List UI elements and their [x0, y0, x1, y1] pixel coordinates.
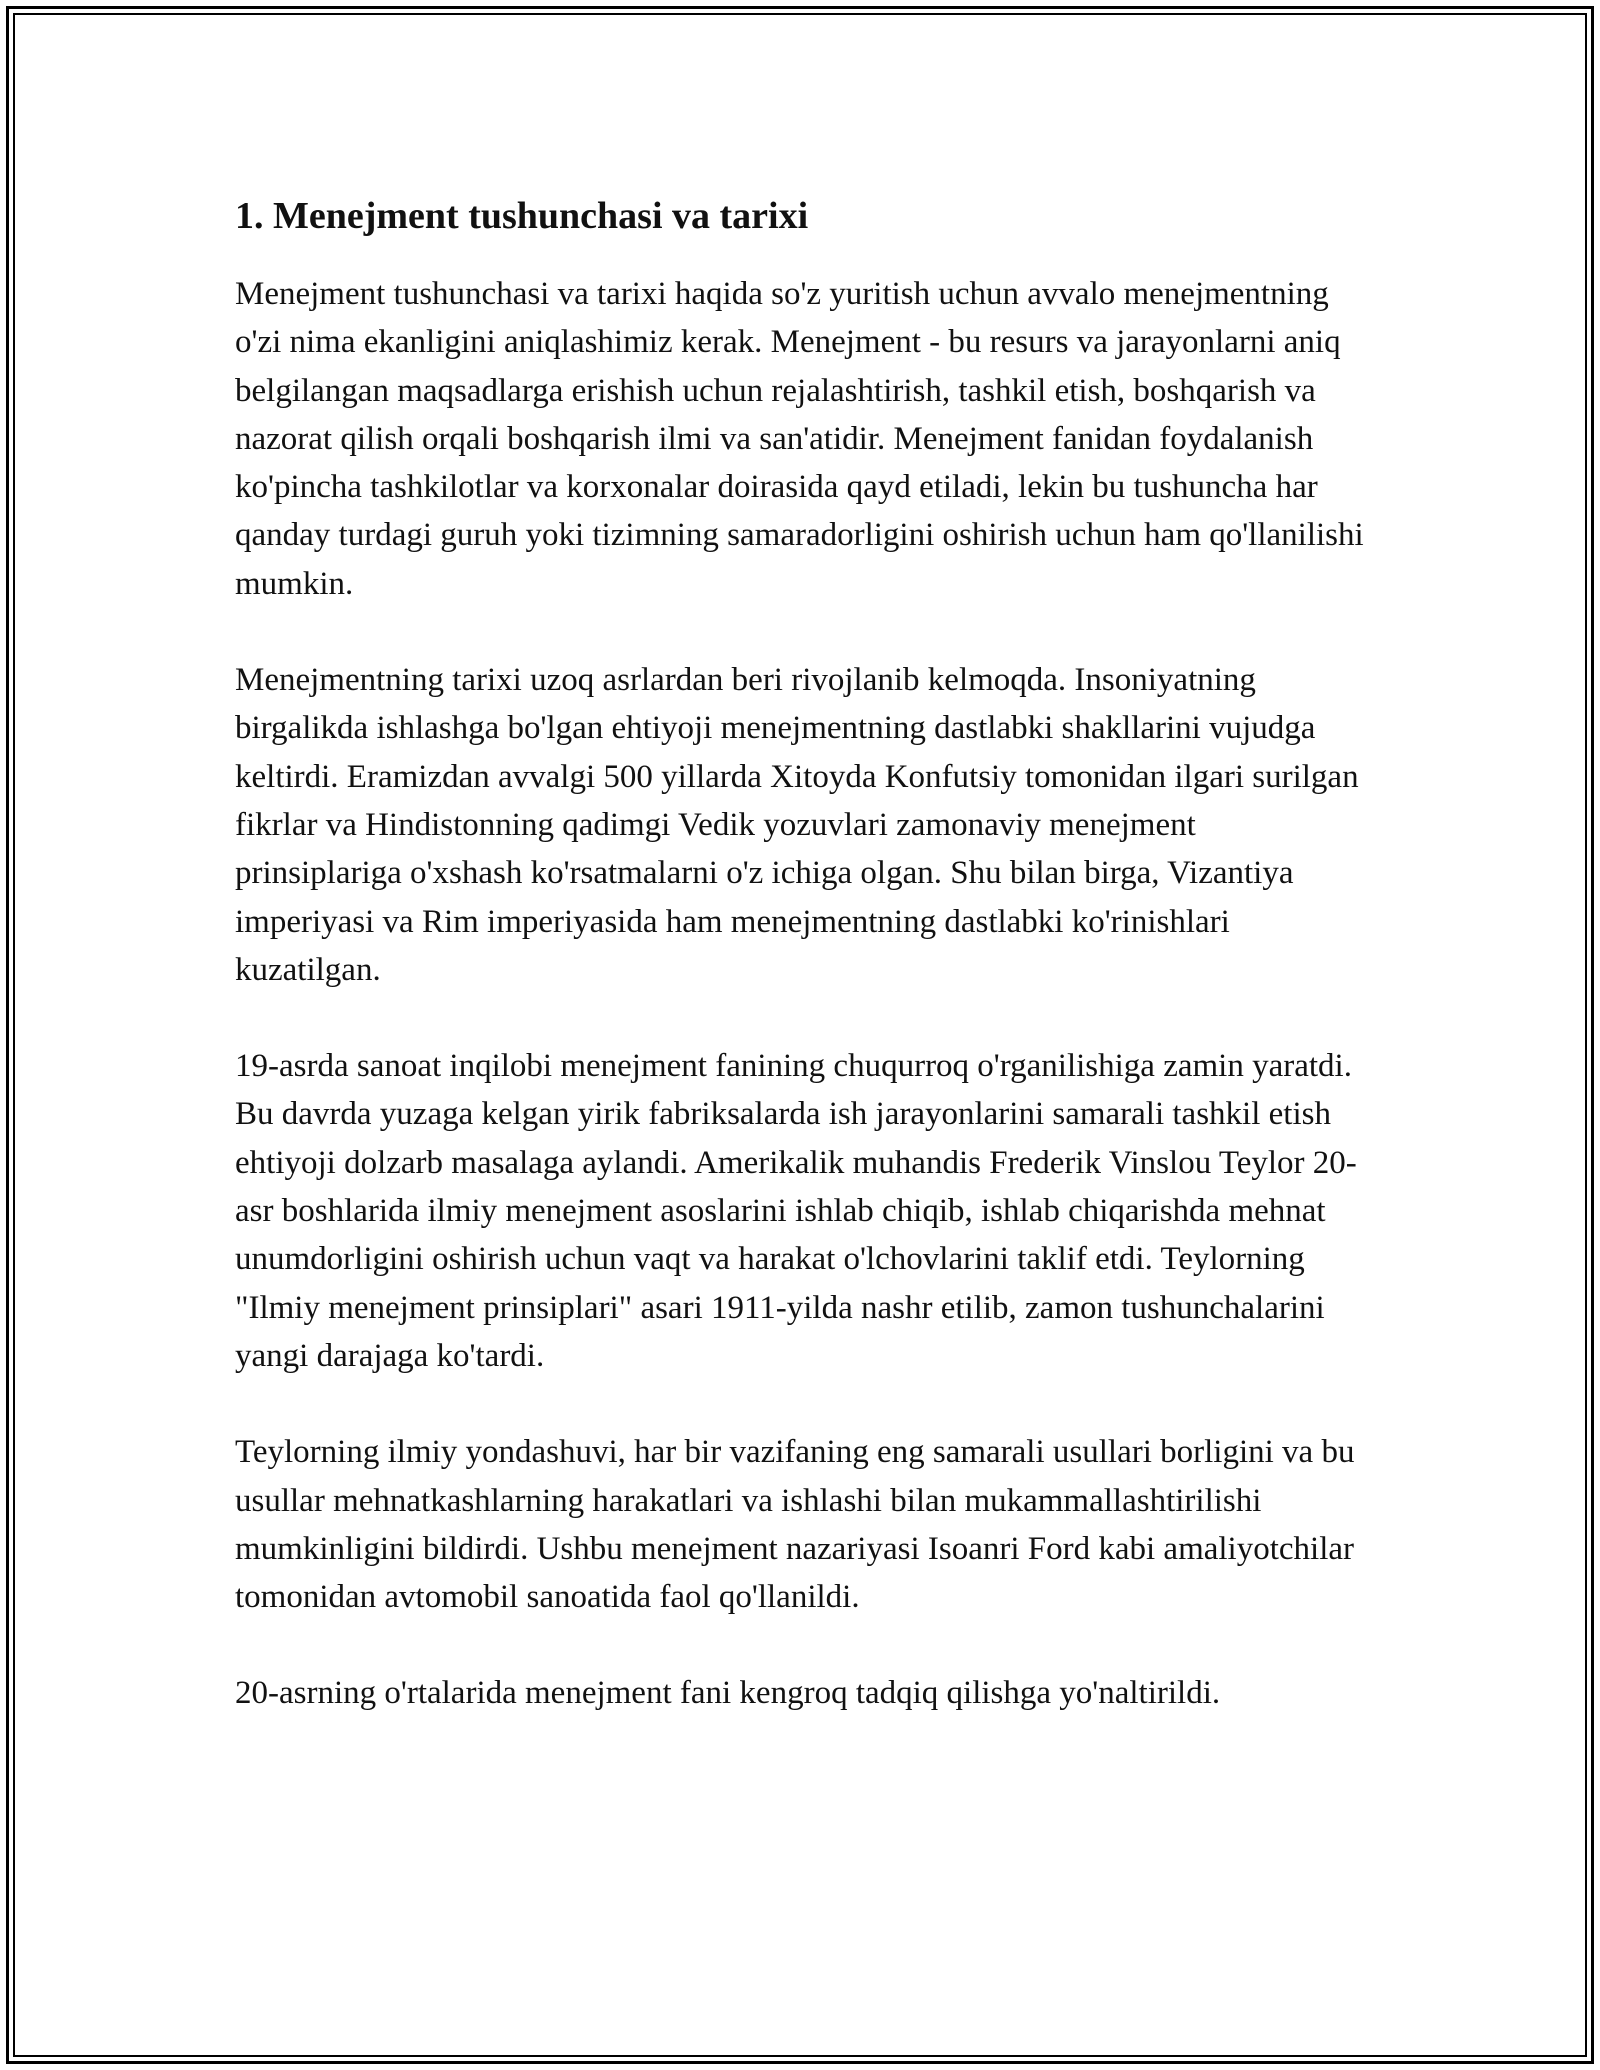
paragraph-industrial-revolution: 19-asrda sanoat inqilobi menejment fanining chuqurroq o'rganilishiga zamin yaratdi. Bu davrda yuzaga kelgan yirik fabriksalarda ish jarayonlarini samarali tashkil etish ehtiyoji dolzarb masalaga aylandi. Amerikalik muhandis Frederik Vinslou Teylor 20-asr boshlarida ilmiy menejment asoslarini ishlab chiqib, ishlab chiqarishda mehnat unumdorligini oshirish uchun vaqt va harakat o'lchovlarini taklif etdi. Teylorning "Ilmiy menejment prinsiplari" asari 1911-yilda nashr etilib, zamon tushunchalarini yangi darajaga ko'tardi.	[235, 1048, 1357, 1374]
paragraph-definition: Menejment tushunchasi va tarixi haqida so'z yuritish uchun avvalo menejmentning o'zi nima ekanligini aniqlashimiz kerak. Menejment - bu resurs va jarayonlarni aniq belgilangan maqsadlarga erishish uchun rejalashtirish, tashkil etish, boshqarish va nazorat qilish orqali boshqarish ilmi va san'atidir. Menejment fanidan foydalanish ko'pincha tashkilotlar va korxonalar doirasida qayd etiladi, lekin bu tushuncha har qanday turdagi guruh yoki tizimning samaradorligini oshirish uchun ham qo'llanilishi mumkin.	[235, 276, 1364, 602]
paragraph-mid-century: 20-asrning o'rtalarida menejment fani kengroq tadqiq qilishga yo'naltirildi.	[235, 1675, 1221, 1712]
section-heading: 1. Menejment tushunchasi va tarixi	[235, 195, 809, 237]
document-body	[235, 188, 1365, 1766]
paragraph-early-history: Menejmentning tarixi uzoq asrlardan beri rivojlanib kelmoqda. Insoniyatning birgalikda ishlashga bo'lgan ehtiyoji menejmentning dastlabki shakllarini vujudga keltirdi. Eramizdan avvalgi 500 yillarda Xitoyda Konfutsiy tomonidan ilgari surilgan fikrlar va Hindistonning qadimgi Vedik yozuvlari zamonaviy menejment prinsiplariga o'xshash ko'rsatmalarni o'z ichiga olgan. Shu bilan birga, Vizantiya imperiyasi va Rim imperiyasida ham menejmentning dastlabki ko'rinishlari kuzatilgan.	[235, 662, 1359, 988]
paragraph-taylor-approach: Teylorning ilmiy yondashuvi, har bir vazifaning eng samarali usullari borligini va bu usullar mehnatkashlarning harakatlari va ishlashi bilan mukammallashtirilishi mumkinligini bildirdi. Ushbu menejment nazariyasi Isoanri Ford kabi amaliyotchilar tomonidan avtomobil sanoatida faol qo'llanildi.	[235, 1434, 1355, 1616]
